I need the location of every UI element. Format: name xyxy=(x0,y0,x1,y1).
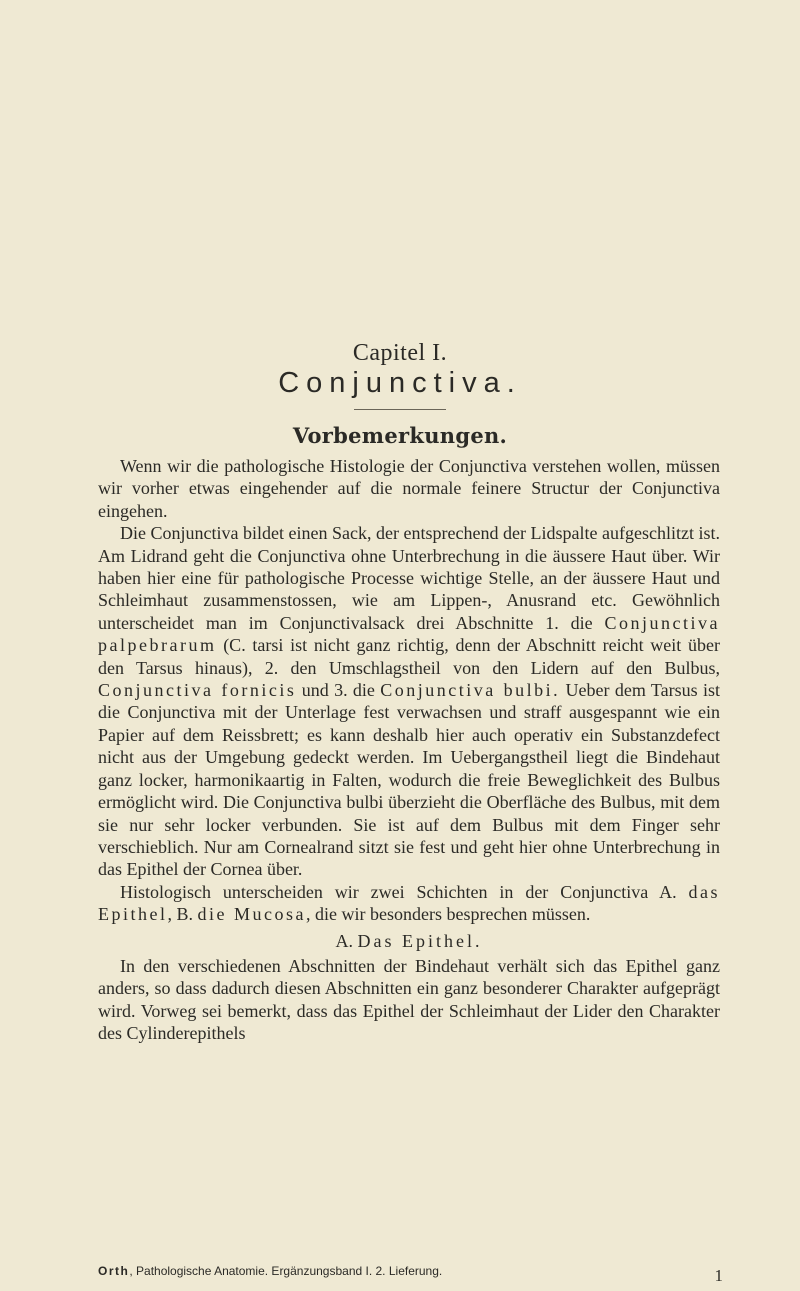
subsection-title: Das Epithel. xyxy=(357,930,483,951)
body-text xyxy=(98,455,720,1045)
emphasis-term: Conjunctiva bulbi. xyxy=(380,680,561,701)
emphasis-term: Conjunctiva fornicis xyxy=(98,680,297,701)
text-run: , die wir besonders besprechen müssen. xyxy=(306,904,591,925)
paragraph xyxy=(98,522,720,881)
subsection-prefix: A. xyxy=(335,930,358,951)
section-heading: Vorbemerkungen. xyxy=(292,423,508,448)
paragraph xyxy=(98,881,720,926)
text-run: (C. tarsi ist nicht ganz richtig, denn der Abschnitt reicht weit über den Tarsus hinaus), 2. den Umschlagstheil von den Lidern auf den Bulbus, xyxy=(98,635,720,678)
text-run: Histologisch unterscheiden wir zwei Schichten in der Conjunctiva A. xyxy=(120,881,689,902)
text-run: , B. xyxy=(167,904,198,925)
text-run: und 3. die xyxy=(296,680,381,701)
footer-author: Orth xyxy=(98,1264,130,1278)
chapter-title: Conjunctiva. xyxy=(278,367,522,399)
paragraph: Wenn wir die pathologische Histologie der Conjunctiva verstehen wollen, müssen wir vorher etwas eingehender auf die normale feinere Structur der Conjunctiva eingehen. xyxy=(98,456,720,521)
emphasis-term: die Mucosa xyxy=(197,904,306,925)
text-run: Ueber dem Tarsus ist die Conjunctiva mit der Unterlage fest verwachsen und straff ausgespannt wie ein Papier auf dem Reissbrett; es kann deshalb hier auch operativ ein Substanzdefect nicht aus der Umgebung gedeckt werden. Im Uebergangstheil liegt die Bindehaut ganz locker, harmonikaartig in Falten, wodurch die freie Beweglichkeit des Bulbus ermöglicht wird. Die Conjunctiva bulbi überzieht die Oberfläche des Bulbus, mit dem sie nur sehr locker verbunden. Sie ist auf dem Bulbus mit dem Finger sehr verschieblich. Nur am Cornealrand sitzt sie fest und geht hier ohne Unterbrechung in das Epithel der Cornea über. xyxy=(98,680,720,880)
paragraph: In den verschiedenen Abschnitten der Bindehaut verhält sich das Epithel ganz anders, so dass dadurch diesen Abschnitten ein ganz besonderer Charakter aufgeprägt wird. Vorweg sei bemerkt, dass das Epithel der Schleimhaut der Lider den Charakter des Cylinderepithels xyxy=(98,955,720,1044)
footer-source: , Pathologische Anatomie. Ergänzungsband I. 2. Lieferung. xyxy=(129,1264,443,1278)
chapter-number: Capitel I. xyxy=(352,340,448,366)
title-divider xyxy=(354,409,446,410)
page-footer xyxy=(98,1264,723,1285)
emphasis-term: das Epithel xyxy=(98,881,720,925)
emphasis-term: Conjunctiva palpebrarum xyxy=(98,612,720,656)
page-number: 1 xyxy=(714,1266,723,1285)
subsection-heading xyxy=(98,930,720,952)
text-run: Die Conjunctiva bildet einen Sack, der entsprechend der Lidspalte aufgeschlitzt ist. Am Lidrand geht die Conjunctiva ohne Unterbrechung in die äussere Haut über. Wir haben hier eine für pathologische Processe wichtige Stelle, an der äussere Haut und Schleimhaut zusammenstossen, wie am Lippen-, Anusrand etc. Gewöhnlich unterscheidet man im Conjunctivalsack drei Abschnitte 1. die xyxy=(98,523,720,633)
